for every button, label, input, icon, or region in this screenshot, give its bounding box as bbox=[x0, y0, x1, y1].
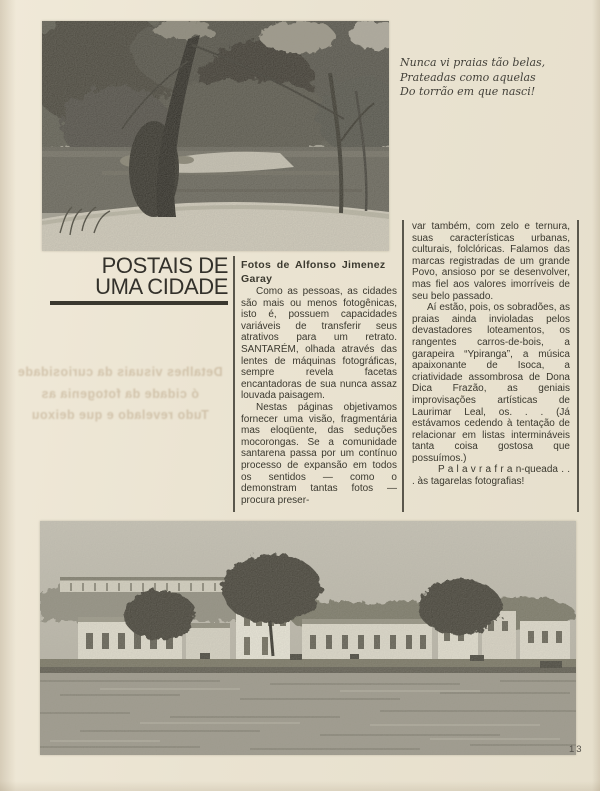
photo-credit: Fotos de Alfonso Jimenez Garay bbox=[241, 259, 386, 285]
page-number: 13 bbox=[569, 744, 584, 755]
verse-quote bbox=[400, 56, 590, 100]
river-beach-photo bbox=[42, 21, 389, 251]
verse-line: Nunca vi praias tão belas, bbox=[400, 56, 546, 69]
article-paragraph: var também, com zelo e ternura, suas características urbanas, culturais, folclóricas. Falamos das marcas registradas de um grande Povo, ansioso por se desenvolver, mas fiel aos valores imorríveis de seu belo passado. bbox=[412, 221, 570, 302]
page-edge-shadow-right bbox=[592, 0, 600, 791]
article-column-right bbox=[412, 221, 570, 488]
article-paragraph: Como as pessoas, as cidades são mais ou menos fotogênicas, isto é, possuem capacidades variáveis de transferir seus atrativos para um retrato. SANTARÉM, olhada através das lentes de máquinas fotográficas, sempre revela facetas encantadoras de sua nunca assaz louvada paisagem. bbox=[241, 286, 397, 402]
column-rule-middle bbox=[402, 220, 404, 512]
page-edge-shadow-left bbox=[0, 0, 16, 791]
verse-line: Prateadas como aquelas bbox=[400, 70, 536, 84]
page-edge-shadow-bottom bbox=[0, 781, 600, 791]
verse-line: Do torrão em que nasci! bbox=[400, 85, 536, 98]
article-column-middle bbox=[241, 259, 397, 506]
column-rule-left bbox=[233, 256, 235, 512]
article-paragraph: Nestas páginas objetivamos fornecer uma visão, fragmentária mas eloqüente, das seduções mocorongas. Se a comunidade santarena passa por um contínuo processo de expansão em todos os sentidos — como o demonstram tantas fotos — procura preser- bbox=[241, 401, 397, 506]
bleed-through-text: Detalhes visuais da curiosidade ó cidade da fotogenia as Tudo revelado e que deixou bbox=[17, 365, 223, 422]
column-rule-right bbox=[577, 220, 579, 512]
headline-line-1: POSTAIS DE bbox=[101, 253, 228, 278]
article-headline bbox=[20, 255, 228, 297]
headline-underline bbox=[50, 301, 228, 305]
waterfront-photo bbox=[40, 521, 576, 755]
article-paragraph: P a l a v r a f r a n-queada . . . às tagarelas fotografias! bbox=[412, 464, 570, 488]
headline-line-2: UMA CIDADE bbox=[95, 274, 228, 299]
article-paragraph: Aí estão, pois, os sobradões, as praias ainda invioladas pelos devastadores loteamentos, os rangentes carros-de-bois, a garapeira “Ypiranga”, a música apaixonante de Isoca, a criatividade assombrosa de Dona Dica Frazão, as geniais improvisações artísticas de Laurimar Leal, os. . . (Já estávamos cedendo à tentação de relacionar em listas intermináveis tanta coisa gostosa que possuímos.) bbox=[412, 302, 570, 464]
